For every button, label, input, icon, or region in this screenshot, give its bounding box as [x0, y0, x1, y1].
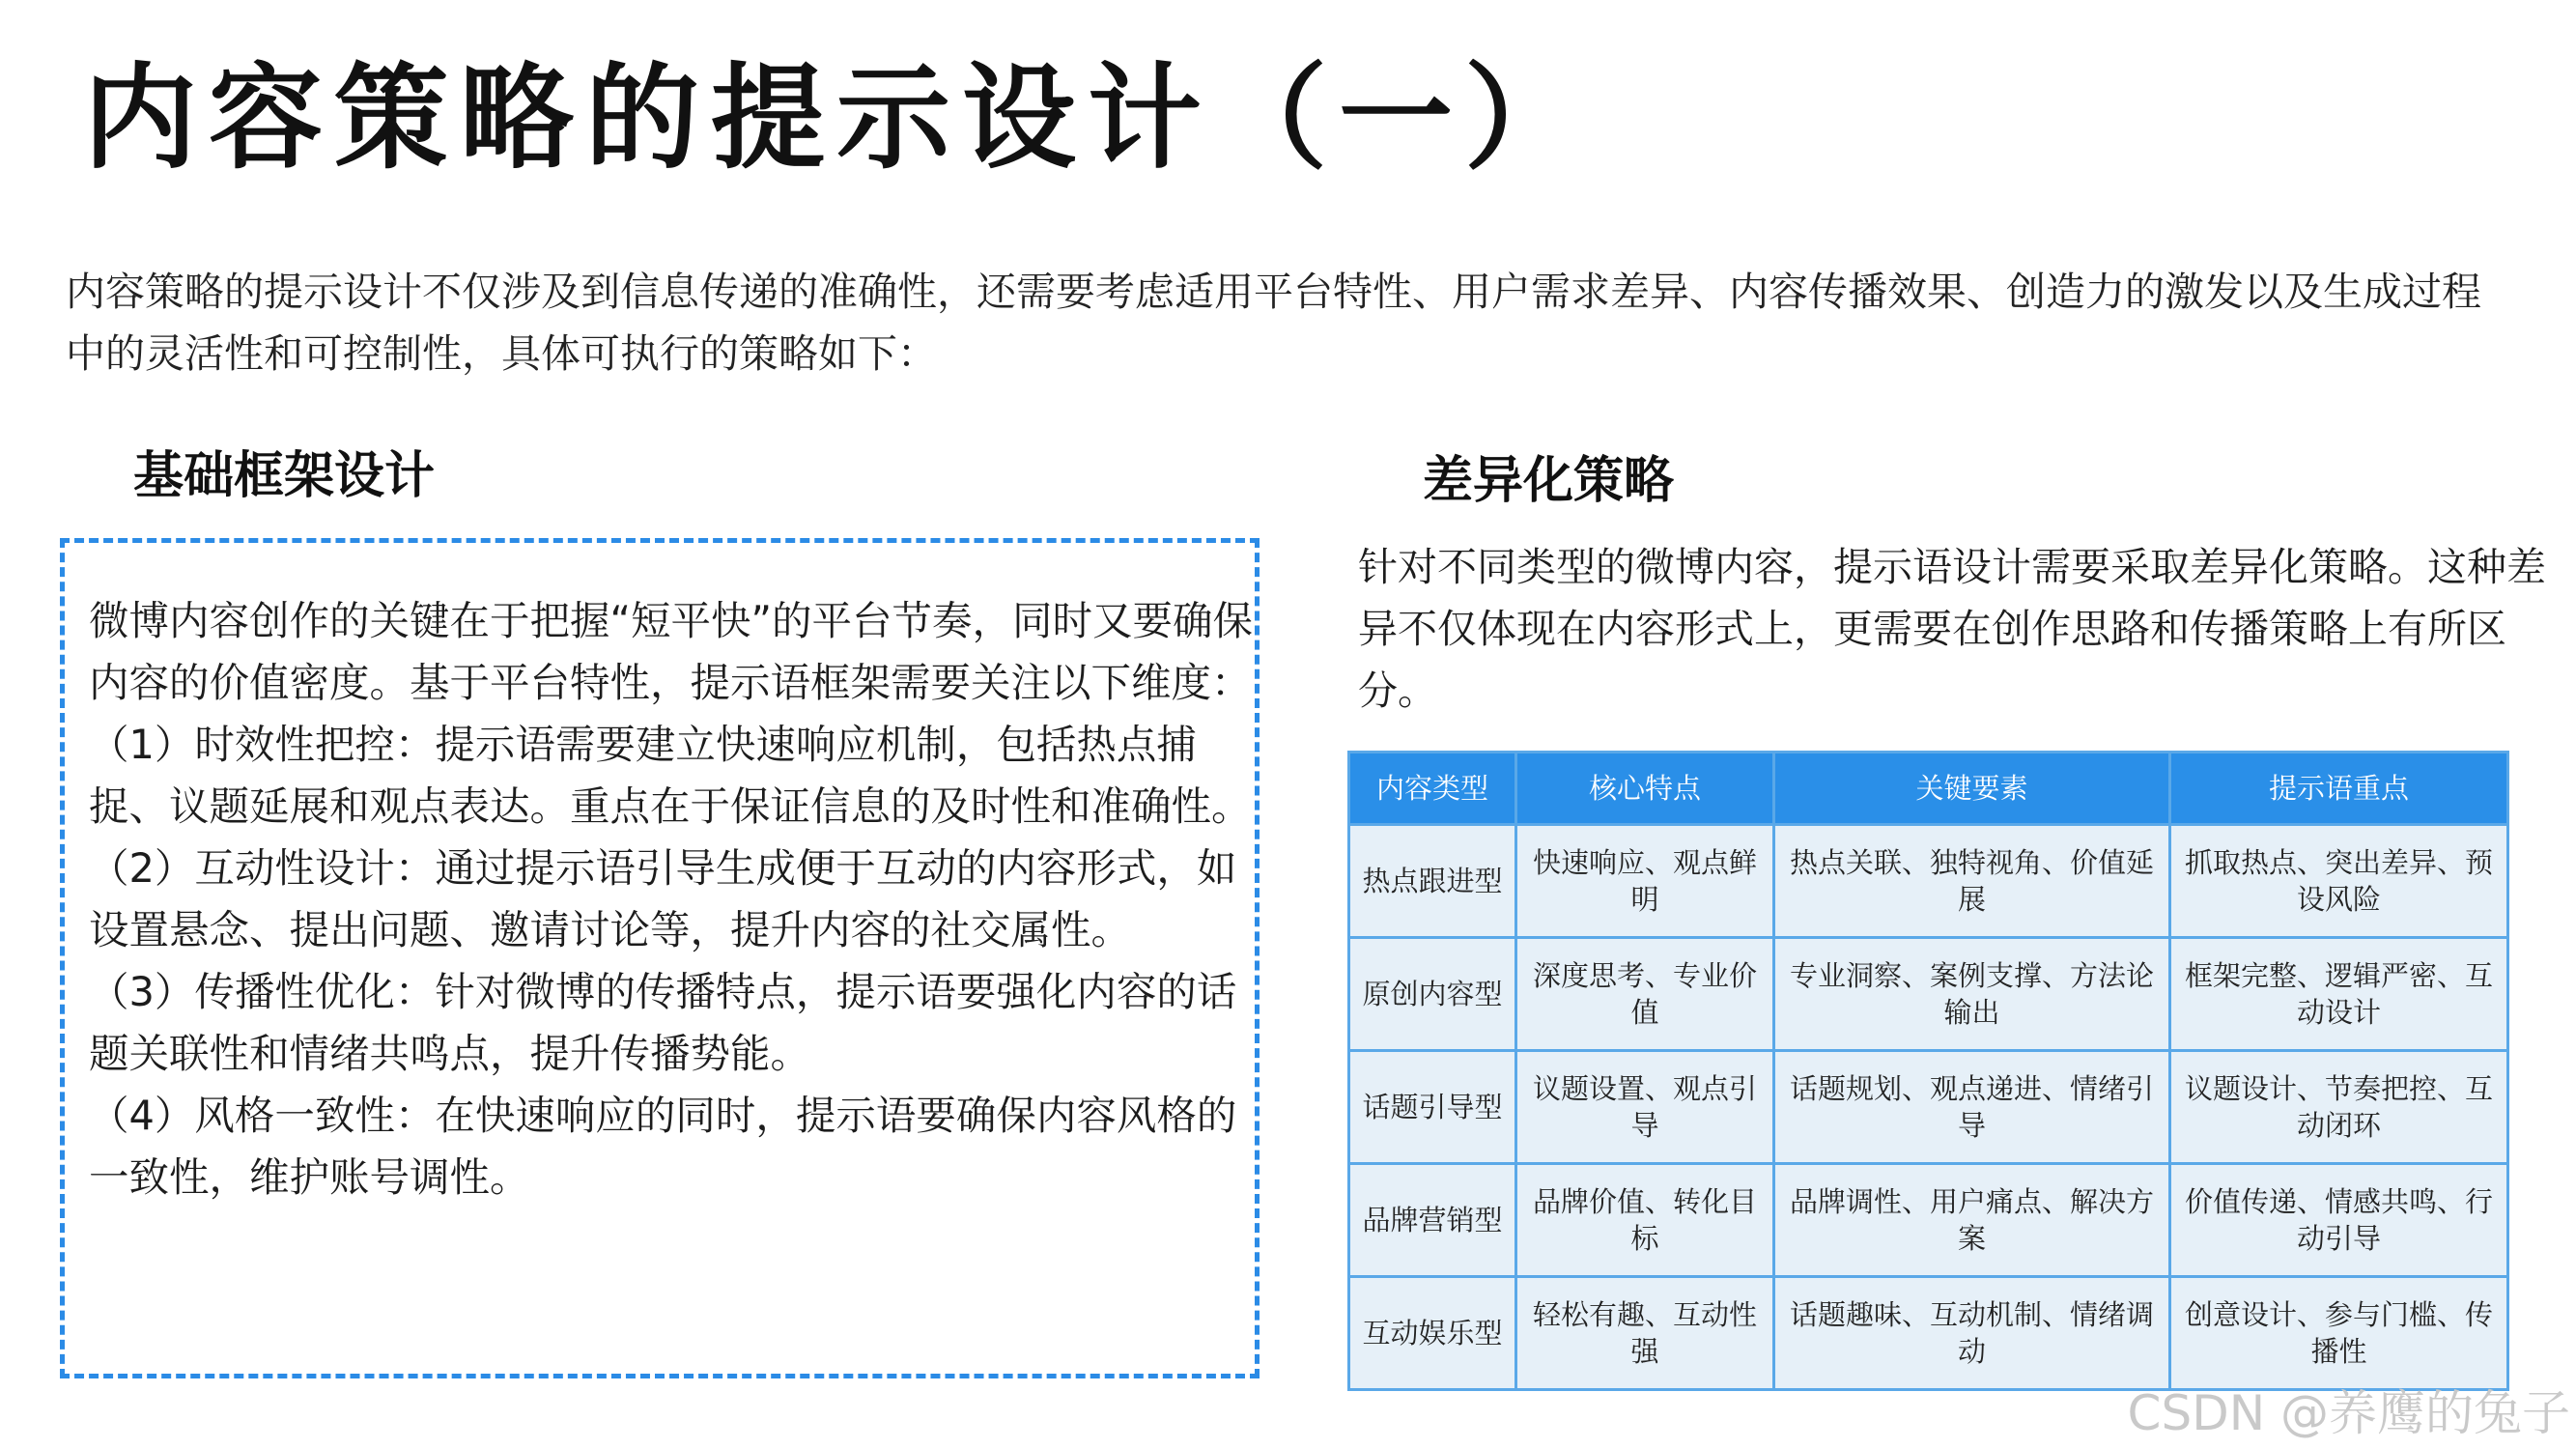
table-cell: 热点跟进型	[1349, 825, 1516, 938]
left-paragraph: （4）风格一致性：在快速响应的同时，提示语要确保内容风格的一致性，维护账号调性。	[89, 1092, 1237, 1201]
table-header-cell: 内容类型	[1349, 753, 1516, 825]
table-cell: 品牌调性、用户痛点、解决方案	[1774, 1164, 2170, 1277]
table-cell: 互动娱乐型	[1349, 1277, 1516, 1390]
page-title: 内容策略的提示设计（一）	[83, 51, 1591, 185]
table-cell: 原创内容型	[1349, 938, 1516, 1051]
left-paragraph: （2）互动性设计：通过提示语引导生成便于互动的内容形式，如设置悬念、提出问题、邀请讨论等，提升内容的社交属性。	[89, 844, 1237, 953]
table-cell: 热点关联、独特视角、价值延展	[1774, 825, 2170, 938]
table-row	[1349, 938, 2508, 1051]
table-cell: 快速响应、观点鲜明	[1516, 825, 1774, 938]
table-cell: 议题设置、观点引导	[1516, 1051, 1774, 1164]
table-row	[1349, 1164, 2508, 1277]
table-cell: 专业洞察、案例支撑、方法论输出	[1774, 938, 2170, 1051]
table-cell: 抓取热点、突出差异、预设风险	[2170, 825, 2508, 938]
table-row	[1349, 1051, 2508, 1164]
strategy-table	[1347, 751, 2509, 1391]
left-section-heading: 基础框架设计	[133, 447, 436, 505]
table-cell: 框架完整、逻辑严密、互动设计	[2170, 938, 2508, 1051]
table-cell: 创意设计、参与门槛、传播性	[2170, 1277, 2508, 1390]
table-header-cell: 核心特点	[1516, 753, 1774, 825]
left-paragraph: 微博内容创作的关键在于把握“短平快”的平台节奏，同时又要确保内容的价值密度。基于平台特性，提示语框架需要关注以下维度：	[89, 597, 1254, 706]
table-row	[1349, 1277, 2508, 1390]
table-cell: 品牌营销型	[1349, 1164, 1516, 1277]
table-cell: 深度思考、专业价值	[1516, 938, 1774, 1051]
table-cell: 议题设计、节奏把控、互动闭环	[2170, 1051, 2508, 1164]
intro-paragraph: 内容策略的提示设计不仅涉及到信息传递的准确性，还需要考虑适用平台特性、用户需求差异、内容传播效果、创造力的激发以及生成过程中的灵活性和可控制性，具体可执行的策略如下：	[66, 269, 2481, 377]
table-cell: 话题趣味、互动机制、情绪调动	[1774, 1277, 2170, 1390]
table-header-cell: 关键要素	[1774, 753, 2170, 825]
watermark: CSDN @养鹰的兔子	[2127, 1385, 2570, 1441]
table-header-row	[1349, 753, 2508, 825]
left-section-content	[89, 590, 1258, 1208]
table-header-cell: 提示语重点	[2170, 753, 2508, 825]
table-row	[1349, 825, 2508, 938]
table-cell: 品牌价值、转化目标	[1516, 1164, 1774, 1277]
right-section-heading: 差异化策略	[1423, 452, 1675, 510]
right-section-intro: 针对不同类型的微博内容，提示语设计需要采取差异化策略。这种差异不仅体现在内容形式上，更需要在创作思路和传播策略上有所区分。	[1358, 544, 2546, 714]
left-paragraph: （3）传播性优化：针对微博的传播特点，提示语要强化内容的话题关联性和情绪共鸣点，提升传播势能。	[89, 968, 1237, 1077]
table-cell: 话题规划、观点递进、情绪引导	[1774, 1051, 2170, 1164]
table-cell: 价值传递、情感共鸣、行动引导	[2170, 1164, 2508, 1277]
table-cell: 轻松有趣、互动性强	[1516, 1277, 1774, 1390]
table-cell: 话题引导型	[1349, 1051, 1516, 1164]
left-paragraph: （1）时效性把控：提示语需要建立快速响应机制，包括热点捕捉、议题延展和观点表达。重点在于保证信息的及时性和准确性。	[89, 721, 1252, 830]
